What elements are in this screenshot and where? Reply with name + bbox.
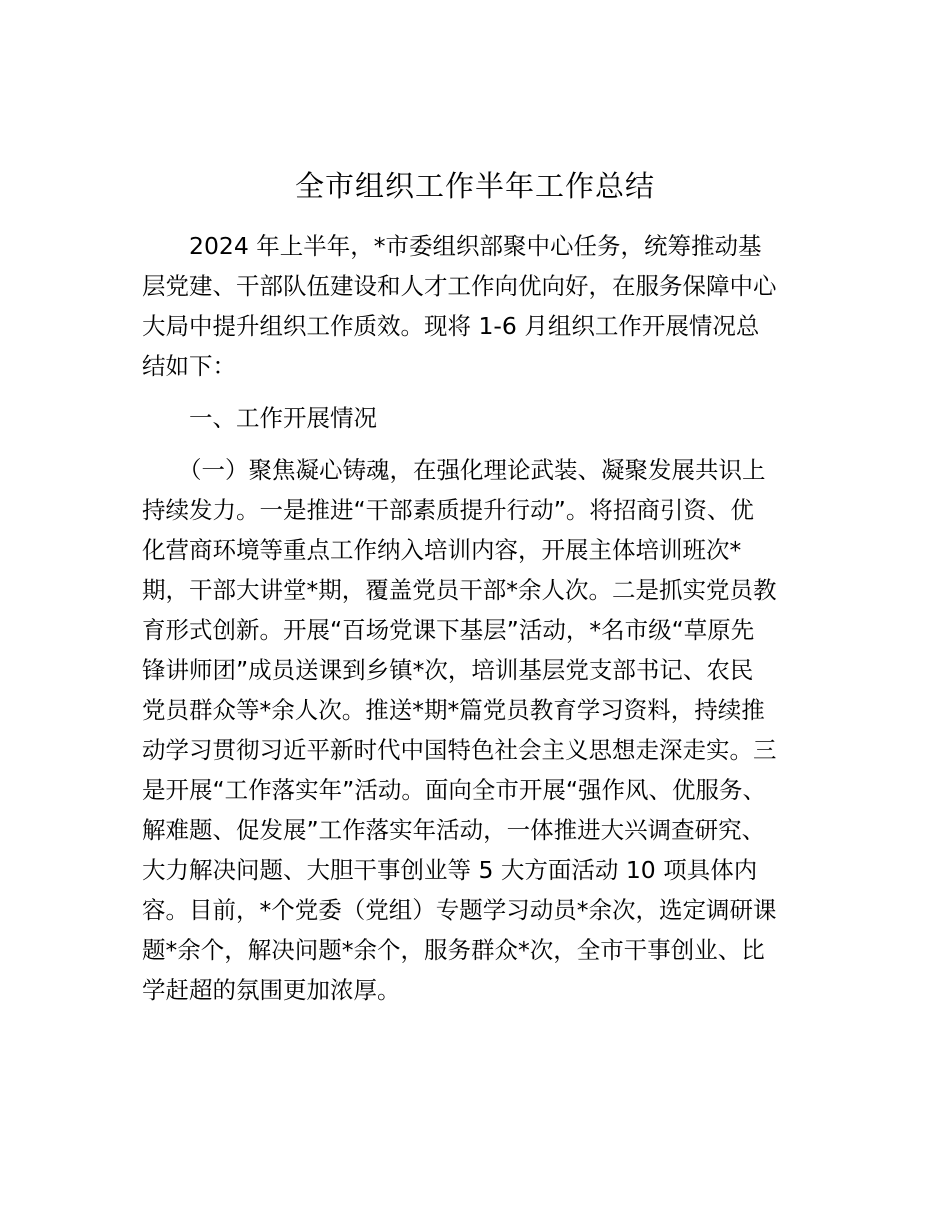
text-line: 容。目前，*个党委（党组）专题学习动员*余次，选定调研课 [142, 896, 777, 924]
text-line: 大力解决问题、大胆干事创业等 5 大方面活动 10 项具体内 [142, 856, 758, 884]
text-line: 锋讲师团”成员送课到乡镇*次，培训基层党支部书记、农民 [142, 656, 754, 684]
intro-paragraph [142, 226, 812, 386]
text-line: 期，干部大讲堂*期，覆盖党员干部*余人次。二是抓实党员教 [142, 576, 777, 604]
text-line: 层党建、干部队伍建设和人才工作向优向好，在服务保障中心 [142, 272, 777, 300]
text-line: 党员群众等*余人次。推送*期*篇党员教育学习资料，持续推 [142, 696, 765, 724]
document-title: 全市组织工作半年工作总结 [294, 169, 655, 203]
text-line: 解难题、促发展”工作落实年活动，一体推进大兴调查研究、 [142, 816, 766, 844]
text-line: 大局中提升组织工作质效。现将 1-6 月组织工作开展情况总 [142, 312, 760, 340]
document-body [142, 226, 812, 1010]
section1-paragraph [142, 450, 812, 1010]
text-line: 是开展“工作落实年”活动。面向全市开展“强作风、优服务、 [142, 776, 767, 804]
text-line: 化营商环境等重点工作纳入培训内容，开展主体培训班次* [142, 536, 742, 564]
text-line: 学赶超的氛围更加浓厚。 [142, 976, 401, 1004]
text-line: 育形式创新。开展“百场党课下基层”活动，*名市级“草原先 [142, 616, 755, 644]
text-line: 2024 年上半年，*市委组织部聚中心任务，统筹推动基 [189, 232, 762, 260]
text-line: 题*余个，解决问题*余个，服务群众*次，全市干事创业、比 [142, 936, 765, 964]
text-line: 动学习贯彻习近平新时代中国特色社会主义思想走深走实。三 [142, 736, 777, 764]
text-line: 结如下： [142, 352, 236, 380]
text-line: （一）聚焦凝心铸魂，在强化理论武装、凝聚发展共识上 [178, 456, 766, 484]
section-heading: 一、工作开展情况 [189, 404, 377, 432]
text-line: 持续发力。一是推进“干部素质提升行动”。将招商引资、优 [142, 496, 754, 524]
